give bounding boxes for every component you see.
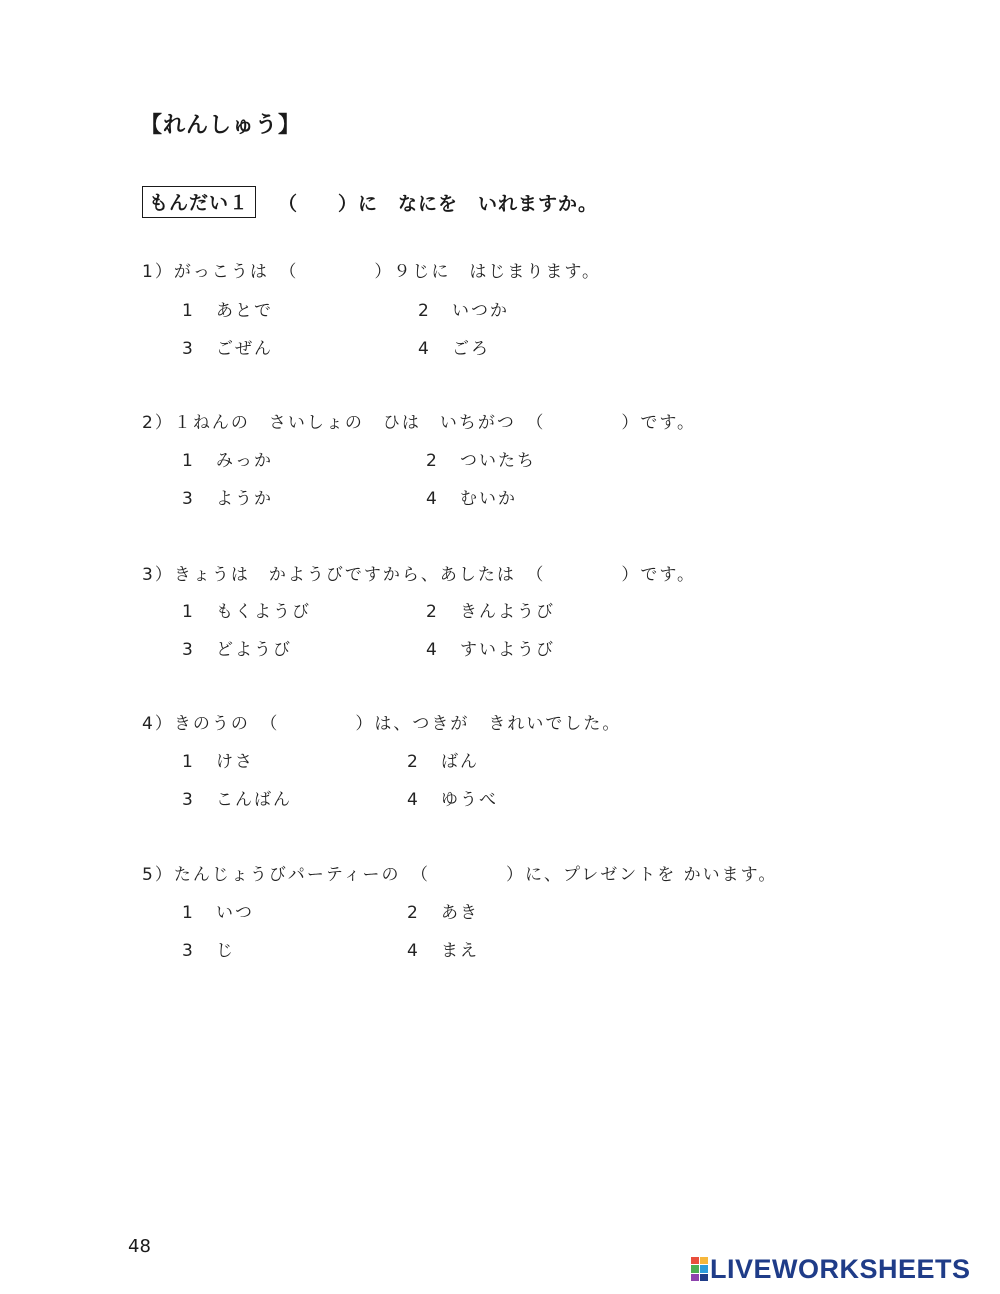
q1-option-3[interactable] (182, 334, 273, 359)
option-number: 3 (182, 640, 195, 660)
q3-option-4[interactable] (426, 635, 555, 660)
option-number: 2 (407, 903, 420, 923)
q5-option-4[interactable] (407, 936, 479, 961)
logo-mark-icon (691, 1257, 708, 1281)
instruction (142, 186, 598, 218)
option-text: きんようび (460, 602, 555, 622)
option-number: 4 (426, 640, 439, 660)
q3-option-3[interactable] (182, 635, 292, 660)
option-number: 4 (407, 941, 420, 961)
logo-tile (700, 1274, 708, 1281)
page-number: 48 (128, 1236, 151, 1257)
logo-tile (691, 1257, 699, 1264)
option-text: ついたち (460, 451, 536, 471)
q3-option-2[interactable] (426, 597, 555, 622)
mondai-label: もんだい１ (142, 186, 256, 218)
option-text: ようか (216, 489, 273, 509)
logo-tile (691, 1274, 699, 1281)
instruction-text: （ ）に なにを いれますか。 (278, 192, 599, 215)
option-text: ばん (441, 752, 479, 772)
option-text: ごぜん (216, 339, 273, 359)
option-number: 4 (407, 790, 420, 810)
option-number: 2 (407, 752, 420, 772)
option-number: 1 (182, 602, 195, 622)
logo-text: LIVEWORKSHEETS (710, 1253, 971, 1284)
q4-option-4[interactable] (407, 785, 498, 810)
option-text: いつか (452, 301, 509, 321)
option-number: 4 (418, 339, 431, 359)
option-text: ごろ (452, 339, 490, 359)
question-3: 3）きょうは かようびですから、あしたは （ ）です。 (142, 565, 696, 585)
q2-option-2[interactable] (426, 446, 536, 471)
option-number: 1 (182, 903, 195, 923)
option-number: 3 (182, 790, 195, 810)
q2-option-1[interactable] (182, 446, 273, 471)
q1-option-2[interactable] (418, 296, 509, 321)
q2-option-3[interactable] (182, 484, 273, 509)
option-text: むいか (460, 489, 517, 509)
q1-option-4[interactable] (418, 334, 490, 359)
option-text: すいようび (460, 640, 555, 660)
logo-tile (691, 1265, 699, 1272)
option-number: 3 (182, 339, 195, 359)
option-text: こんばん (216, 790, 292, 810)
option-text: どようび (216, 640, 292, 660)
option-number: 3 (182, 941, 195, 961)
option-number: 2 (426, 602, 439, 622)
option-number: 1 (182, 752, 195, 772)
liveworksheets-logo[interactable] (691, 1254, 971, 1284)
q4-option-1[interactable] (182, 747, 254, 772)
q5-option-1[interactable] (182, 898, 254, 923)
question-5: 5）たんじょうびパーティーの （ ）に、プレゼントを かいます。 (142, 865, 778, 885)
option-text: じ (216, 941, 235, 961)
option-number: 3 (182, 489, 195, 509)
option-text: けさ (216, 752, 254, 772)
q4-option-3[interactable] (182, 785, 292, 810)
q5-option-3[interactable] (182, 936, 235, 961)
logo-tile (700, 1265, 708, 1272)
option-text: みっか (216, 451, 273, 471)
option-number: 4 (426, 489, 439, 509)
option-number: 2 (426, 451, 439, 471)
question-1: 1）がっこうは （ ）９じに はじまります。 (142, 262, 601, 282)
option-text: もくようび (216, 602, 311, 622)
question-4: 4）きのうの （ ）は、つきが きれいでした。 (142, 714, 622, 734)
option-text: ゆうべ (441, 790, 498, 810)
q1-option-1[interactable] (182, 296, 273, 321)
question-2: 2）１ねんの さいしょの ひは いちがつ （ ）です。 (142, 413, 696, 433)
option-text: あき (441, 903, 479, 923)
option-text: まえ (441, 941, 479, 961)
q4-option-2[interactable] (407, 747, 479, 772)
option-number: 1 (182, 301, 195, 321)
option-text: いつ (216, 903, 254, 923)
section-title: 【れんしゅう】 (140, 113, 302, 138)
q5-option-2[interactable] (407, 898, 479, 923)
q3-option-1[interactable] (182, 597, 311, 622)
option-text: あとで (216, 301, 273, 321)
logo-tile (700, 1257, 708, 1264)
option-number: 2 (418, 301, 431, 321)
option-number: 1 (182, 451, 195, 471)
q2-option-4[interactable] (426, 484, 517, 509)
